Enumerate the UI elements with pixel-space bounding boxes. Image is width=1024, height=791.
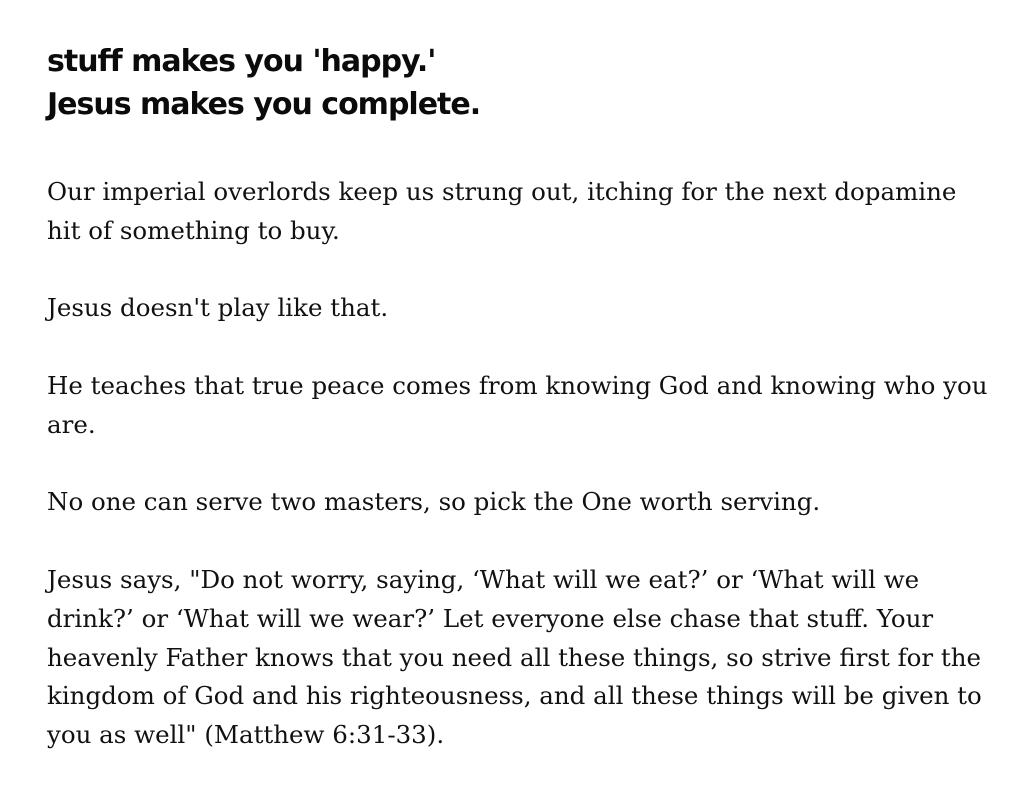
- paragraph-intro: Our imperial overlords keep us strung out, itching for the next dopamine hit of something to buy.: [47, 177, 957, 245]
- paragraph-masters: No one can serve two masters, so pick the One worth serving.: [47, 487, 821, 517]
- paragraph-teaching: He teaches that true peace comes from knowing God and knowing who you are.: [47, 370, 988, 439]
- headline-line-1: stuff makes you 'happy.': [47, 44, 436, 79]
- body-text: [47, 173, 997, 755]
- paragraph-statement: Jesus doesn't play like that.: [47, 293, 389, 323]
- headline-line-2: Jesus makes you complete.: [47, 87, 481, 122]
- document-page: [47, 40, 997, 755]
- headline: [47, 40, 997, 126]
- paragraph-scripture-quote: Jesus says, "Do not worry, saying, ‘What will we eat?’ or ‘What will we drink?’ or ‘What will we wear?’ Let everyone else chase that stuff. Your heavenly Father knows that you need all these things, so strive first for the kingdom of God and his righteousness, and all these things will be given to you as well" (Matthew 6:31-33).: [47, 564, 982, 750]
